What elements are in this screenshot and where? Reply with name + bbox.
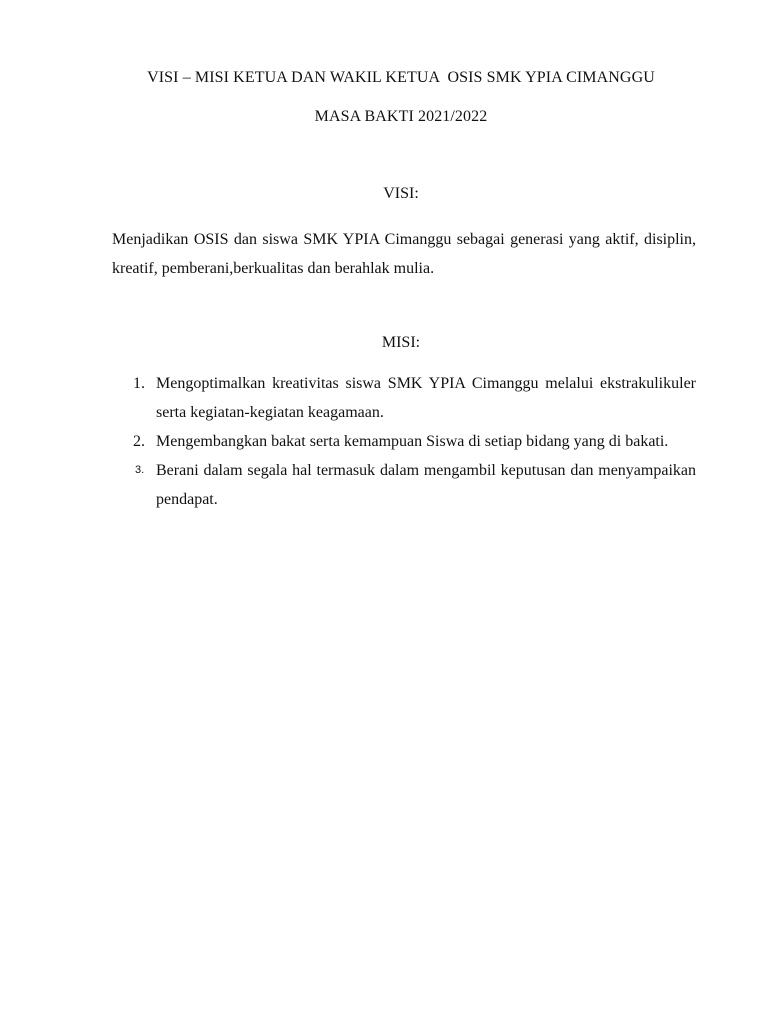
visi-body: Menjadikan OSIS dan siswa SMK YPIA Cimanggu sebagai generasi yang aktif, disiplin, kreatif, pemberani,berkualitas dan berahlak mulia. <box>112 231 696 277</box>
list-number: 1. <box>133 375 145 392</box>
list-number: 2. <box>133 433 145 450</box>
misi-item <box>112 427 696 456</box>
misi-list <box>112 369 696 514</box>
list-number: 3. <box>135 464 145 476</box>
misi-item <box>112 369 696 427</box>
misi-item <box>112 456 696 514</box>
visi-heading: VISI: <box>383 185 419 202</box>
misi-heading: MISI: <box>381 334 421 351</box>
document-subtitle: MASA BAKTI 2021/2022 <box>314 108 488 125</box>
list-item-text: Mengoptimalkan kreativitas siswa SMK YPIA Cimanggu melalui ekstrakulikuler serta kegiatan-kegiatan keagamaan. <box>156 375 696 421</box>
list-item-text: Berani dalam segala hal termasuk dalam mengambil keputusan dan menyampaikan pendapat. <box>156 462 696 508</box>
document-title: VISI – MISI KETUA DAN WAKIL KETUA OSIS SMK YPIA CIMANGGU <box>147 69 655 86</box>
list-item-text: Mengembangkan bakat serta kemampuan Siswa di setiap bidang yang di bakati. <box>156 433 669 450</box>
